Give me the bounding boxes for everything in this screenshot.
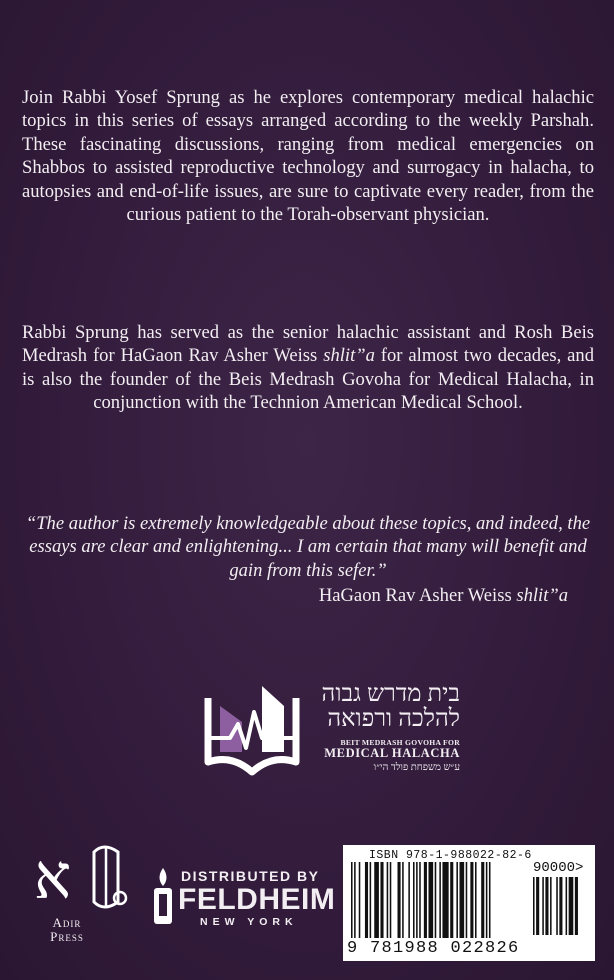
barcode-bar xyxy=(365,862,368,938)
book-heartbeat-icon xyxy=(202,678,302,776)
barcode-bar xyxy=(413,862,415,938)
isbn-barcode xyxy=(343,845,595,961)
barcode-bar xyxy=(481,862,484,938)
barcode-bar xyxy=(416,862,418,938)
barcode-bar xyxy=(390,862,392,938)
barcode-bar xyxy=(466,862,468,938)
barcode-bar xyxy=(402,862,404,938)
barcode-bar xyxy=(370,862,372,938)
isbn-label: ISBN 978-1-988022-82-6 xyxy=(369,849,532,862)
barcode-bar xyxy=(470,862,473,938)
barcode-bar xyxy=(475,862,477,938)
distributor-label: DISTRIBUTED BY xyxy=(181,868,320,884)
candle-flame-icon xyxy=(150,866,176,930)
barcode-bar xyxy=(387,862,389,938)
description-paragraph: Join Rabbi Yosef Sprung as he explores contemporary medical halachic topics in this series of essays arranged according to the weekly Parshah. These fascinating discussions, ranging from medical emergencies on Shabbos to assisted reproductive technology and surrogacy in halacha, to autopsies and end-of-life issues, are sure to captivate every reader, from the curious patient to the Torah-observant physician. xyxy=(22,87,594,226)
barcode-bar xyxy=(486,862,488,938)
barcode-bar xyxy=(559,877,562,935)
barcode-bar xyxy=(439,862,441,938)
addon-barcode-bars xyxy=(531,877,589,935)
ean-digits: 9 781988 022826 xyxy=(347,939,520,958)
barcode-bar xyxy=(424,862,427,938)
publisher-name xyxy=(32,916,102,944)
attribution-name: HaGaon Rav Asher Weiss xyxy=(318,585,517,606)
barcode-bar xyxy=(489,862,491,938)
price-addon-label: 90000> xyxy=(533,860,584,876)
distributor-city: NEW YORK xyxy=(200,916,298,928)
barcode-bar xyxy=(456,862,458,938)
barcode-bar xyxy=(419,862,421,938)
logo-hebrew-line-2: להלכה ורפואה xyxy=(327,706,460,732)
attribution-title: shlit”a xyxy=(516,585,568,606)
logo-english-line-1: BEIT MEDRASH GOVOHA FOR xyxy=(340,738,460,747)
barcode-bar xyxy=(359,862,361,938)
barcode-bar xyxy=(556,877,558,935)
barcode-bar xyxy=(351,862,353,938)
barcode-bar xyxy=(460,862,465,938)
barcode-bar xyxy=(429,862,434,938)
endorsement-quote: “The author is extremely knowledgeable about these topics, and indeed, the essays are clear and enlightening... I am certain that many will benefit and gain from this sefer.” xyxy=(25,513,591,581)
logo-english-line-2: MEDICAL HALACHA xyxy=(324,746,460,760)
barcode-bar xyxy=(545,877,548,935)
publisher-letter: א xyxy=(34,840,72,913)
distributor-name: FELDHEIM xyxy=(178,883,336,916)
author-bio-paragraph xyxy=(22,321,594,415)
endorsement-attribution xyxy=(319,584,568,607)
barcode-bar xyxy=(354,862,356,938)
logo-hebrew-dedication: ע״ש משפחת פולד הי״ו xyxy=(373,762,460,773)
barcode-bar xyxy=(450,862,453,938)
barcode-bar xyxy=(569,877,574,935)
barcode-bar xyxy=(566,877,568,935)
barcode-bar xyxy=(575,877,578,935)
ean-barcode-bars xyxy=(349,862,529,938)
barcode-bar xyxy=(542,877,544,935)
bio-text-start: Rabbi Sprung has served as the senior halachic assistant and Rosh Beis Medrash for HaGaon Rav Asher Weiss xyxy=(22,322,594,367)
barcode-bar xyxy=(533,877,535,935)
barcode-bar xyxy=(374,862,379,938)
barcode-bar xyxy=(380,862,383,938)
bio-text-end: for almost two decades, and is also the founder of the Beis Medrash Govoha for Medical Halacha, in conjunction with the Technion American Medical School. xyxy=(22,345,594,414)
publisher-line-1: Adir xyxy=(52,915,82,930)
barcode-bar xyxy=(435,862,437,938)
barcode-bar xyxy=(550,877,552,935)
barcode-bar xyxy=(536,877,539,935)
barcode-bar xyxy=(408,862,410,938)
torah-scroll-icon xyxy=(32,838,142,918)
barcode-bar xyxy=(398,862,401,938)
publisher-line-2: Press xyxy=(50,929,84,944)
bio-title-italic: shlit”a xyxy=(323,345,375,367)
logo-hebrew-line-1: בית מדרש גבוה xyxy=(321,681,460,707)
barcode-bar xyxy=(442,862,448,938)
